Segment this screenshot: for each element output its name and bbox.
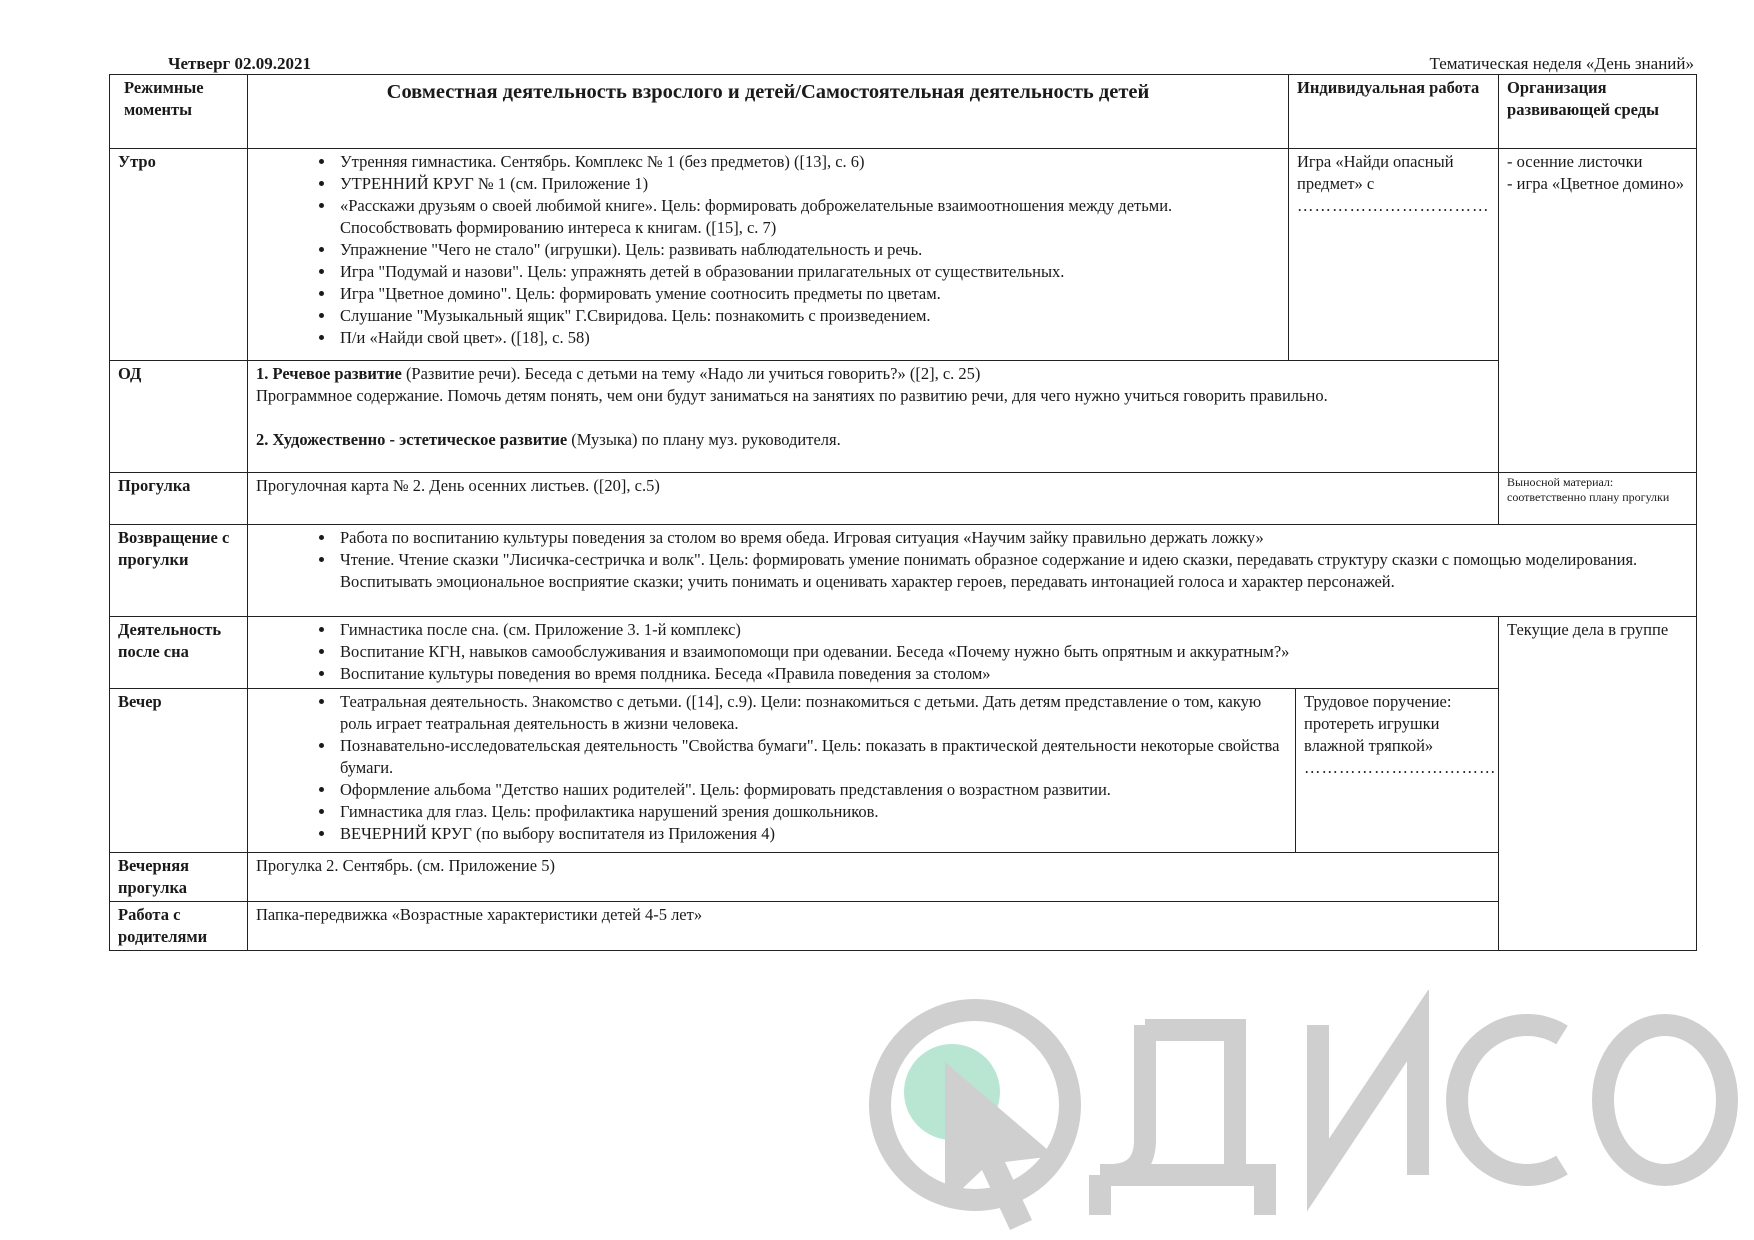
morning-individual-cell: [1289, 149, 1499, 361]
morning-list: [256, 151, 1280, 349]
list-item: • Воспитание культуры поведения во время полдника. Беседа «Правила поведения за столом»: [336, 663, 1490, 685]
logo-target-icon: [880, 1010, 1070, 1230]
list-item: • Работа по воспитанию культуры поведения за столом во время обеда. Игровая ситуация «Научим зайку правильно держать ложку»: [336, 527, 1688, 549]
return-list: [256, 527, 1688, 593]
row-label-morning: Утро: [110, 149, 248, 361]
list-item: • Гимнастика после сна. (см. Приложение 3. 1-й комплекс): [336, 619, 1490, 641]
row-label-parents: Работа с родителями: [110, 902, 248, 951]
od-content: [248, 361, 1499, 473]
list-item: • ВЕЧЕРНИЙ КРУГ (по выбору воспитателя из Приложения 4): [336, 823, 1287, 845]
evening-individual-dots: ……………………………: [1304, 758, 1497, 777]
row-label-evening-walk: Вечерняя прогулка: [110, 853, 248, 902]
walk-environment: Выносной материал: соответственно плану прогулки: [1499, 473, 1697, 525]
table-row-after-sleep: [110, 617, 1697, 689]
evening-list: [256, 691, 1287, 845]
theme-header: Тематическая неделя «День знаний»: [1429, 54, 1694, 73]
table-row-parents: [110, 902, 1697, 951]
evening-activities: [248, 689, 1296, 853]
row-label-return: Возвращение с прогулки: [110, 525, 248, 617]
column-header-moments: Режимные моменты: [110, 75, 248, 149]
table-row-evening: [110, 689, 1697, 853]
list-item: • Гимнастика для глаз. Цель: профилактика нарушений зрения дошкольников.: [336, 801, 1287, 823]
logo-wordmark: [1100, 1025, 1727, 1215]
list-item: • Утренняя гимнастика. Сентябрь. Комплекс № 1 (без предметов) ([13], с. 6): [336, 151, 1280, 173]
return-content: [248, 525, 1697, 617]
logo-letter-d: [1100, 1025, 1265, 1215]
od-item-2-title: 2. Художественно - эстетическое развитие: [256, 430, 568, 449]
parents-content: Папка-передвижка «Возрастные характеристики детей 4-5 лет»: [248, 902, 1499, 951]
morning-environment-cell: [1499, 149, 1697, 473]
od-item-1: [256, 363, 1490, 385]
table-row-od: [110, 361, 1697, 473]
row-label-after-sleep: Деятельность после сна: [110, 617, 248, 689]
date-header: Четверг 02.09.2021: [168, 54, 312, 73]
list-item: • УТРЕННИЙ КРУГ № 1 (см. Приложение 1): [336, 173, 1280, 195]
watermark-logo: [850, 990, 1750, 1240]
table-row-morning: [110, 149, 1697, 361]
evening-individual-text: Трудовое поручение: протереть игрушки влажной тряпкой»: [1304, 692, 1452, 755]
table-row-evening-walk: [110, 853, 1697, 902]
evening-individual-cell: [1296, 689, 1499, 853]
column-header-individual: Индивидуальная работа: [1289, 75, 1499, 149]
list-item: • Слушание "Музыкальный ящик" Г.Свиридова. Цель: познакомить с произведением.: [336, 305, 1280, 327]
list-item: • Игра "Цветное домино". Цель: формировать умение соотносить предметы по цветам.: [336, 283, 1280, 305]
od-item-1-title: 1. Речевое развитие: [256, 364, 402, 383]
after-sleep-list: [256, 619, 1490, 685]
od-item-2: [256, 429, 1490, 451]
row-label-evening: Вечер: [110, 689, 248, 853]
od-item-2-text: (Музыка) по плану муз. руководителя.: [567, 430, 841, 449]
list-item: • Чтение. Чтение сказки "Лисичка-сестричка и волк". Цель: формировать умение понимать образное содержание и идею сказки, передавать структуру сказки с помощью моделирования. Воспитывать эмоциональное восприятие сказки; учить понимать и оценивать характер героев, передавать интонацией голоса и характер персонажей.: [336, 549, 1688, 593]
od-item-1-text: (Развитие речи). Беседа с детьми на тему «Надо ли учиться говорить?» ([2], с. 25): [401, 364, 981, 383]
environment-item: - осенние листочки: [1507, 152, 1643, 171]
schedule-table: [109, 74, 1697, 951]
morning-individual-text: Игра «Найди опасный предмет» с: [1297, 152, 1454, 193]
list-item: • Воспитание КГН, навыков самообслуживания и взаимопомощи при одевании. Беседа «Почему нужно быть опрятным и аккуратным?»: [336, 641, 1490, 663]
morning-individual-dots: ……………………………: [1297, 196, 1490, 215]
row-label-od: ОД: [110, 361, 248, 473]
evening-walk-content: Прогулка 2. Сентябрь. (см. Приложение 5): [248, 853, 1499, 902]
column-header-activity: Совместная деятельность взрослого и детей/Самостоятельная деятельность детей: [248, 75, 1289, 149]
table-row-return: [110, 525, 1697, 617]
spacer: [256, 407, 1490, 429]
logo-letter-i: [1318, 1025, 1418, 1175]
od-program-content: Программное содержание. Помочь детям понять, чем они будут заниматься на занятиях по развитию речи, для чего нужно учиться говорить правильно.: [256, 386, 1328, 405]
logo-letter-s: [1457, 1025, 1562, 1175]
row-label-walk: Прогулка: [110, 473, 248, 525]
table-header-row: [110, 75, 1697, 149]
column-header-environment: Организация развивающей среды: [1499, 75, 1697, 149]
environment-item: - игра «Цветное домино»: [1507, 174, 1684, 193]
list-item: • Упражнение "Чего не стало" (игрушки). Цель: развивать наблюдательность и речь.: [336, 239, 1280, 261]
list-item: • Театральная деятельность. Знакомство с детьми. ([14], с.9). Цели: познакомиться с детьми. Дать детям представление о том, какую роль играет театральная деятельность в жизни человека.: [336, 691, 1287, 735]
after-sleep-environment: Текущие дела в группе: [1499, 617, 1697, 951]
walk-content: Прогулочная карта № 2. День осенних листьев. ([20], с.5): [248, 473, 1499, 525]
morning-activities: [248, 149, 1289, 361]
list-item: • Оформление альбома "Детство наших родителей". Цель: формировать представления о возрастном развитии.: [336, 779, 1287, 801]
list-item: • Игра "Подумай и назови". Цель: упражнять детей в образовании прилагательных от существительных.: [336, 261, 1280, 283]
list-item: • П/и «Найди свой цвет». ([18], с. 58): [336, 327, 1280, 349]
logo-letter-o: [1603, 1025, 1727, 1175]
list-item: • «Расскажи друзьям о своей любимой книге». Цель: формировать доброжелательные взаимоотношения между детьми. Способствовать формированию интереса к книгам. ([15], с. 7): [336, 195, 1280, 239]
table-row-walk: [110, 473, 1697, 525]
list-item: • Познавательно-исследовательская деятельность "Свойства бумаги". Цель: показать в практической деятельности некоторые свойства бумаги.: [336, 735, 1287, 779]
after-sleep-content: [248, 617, 1499, 689]
